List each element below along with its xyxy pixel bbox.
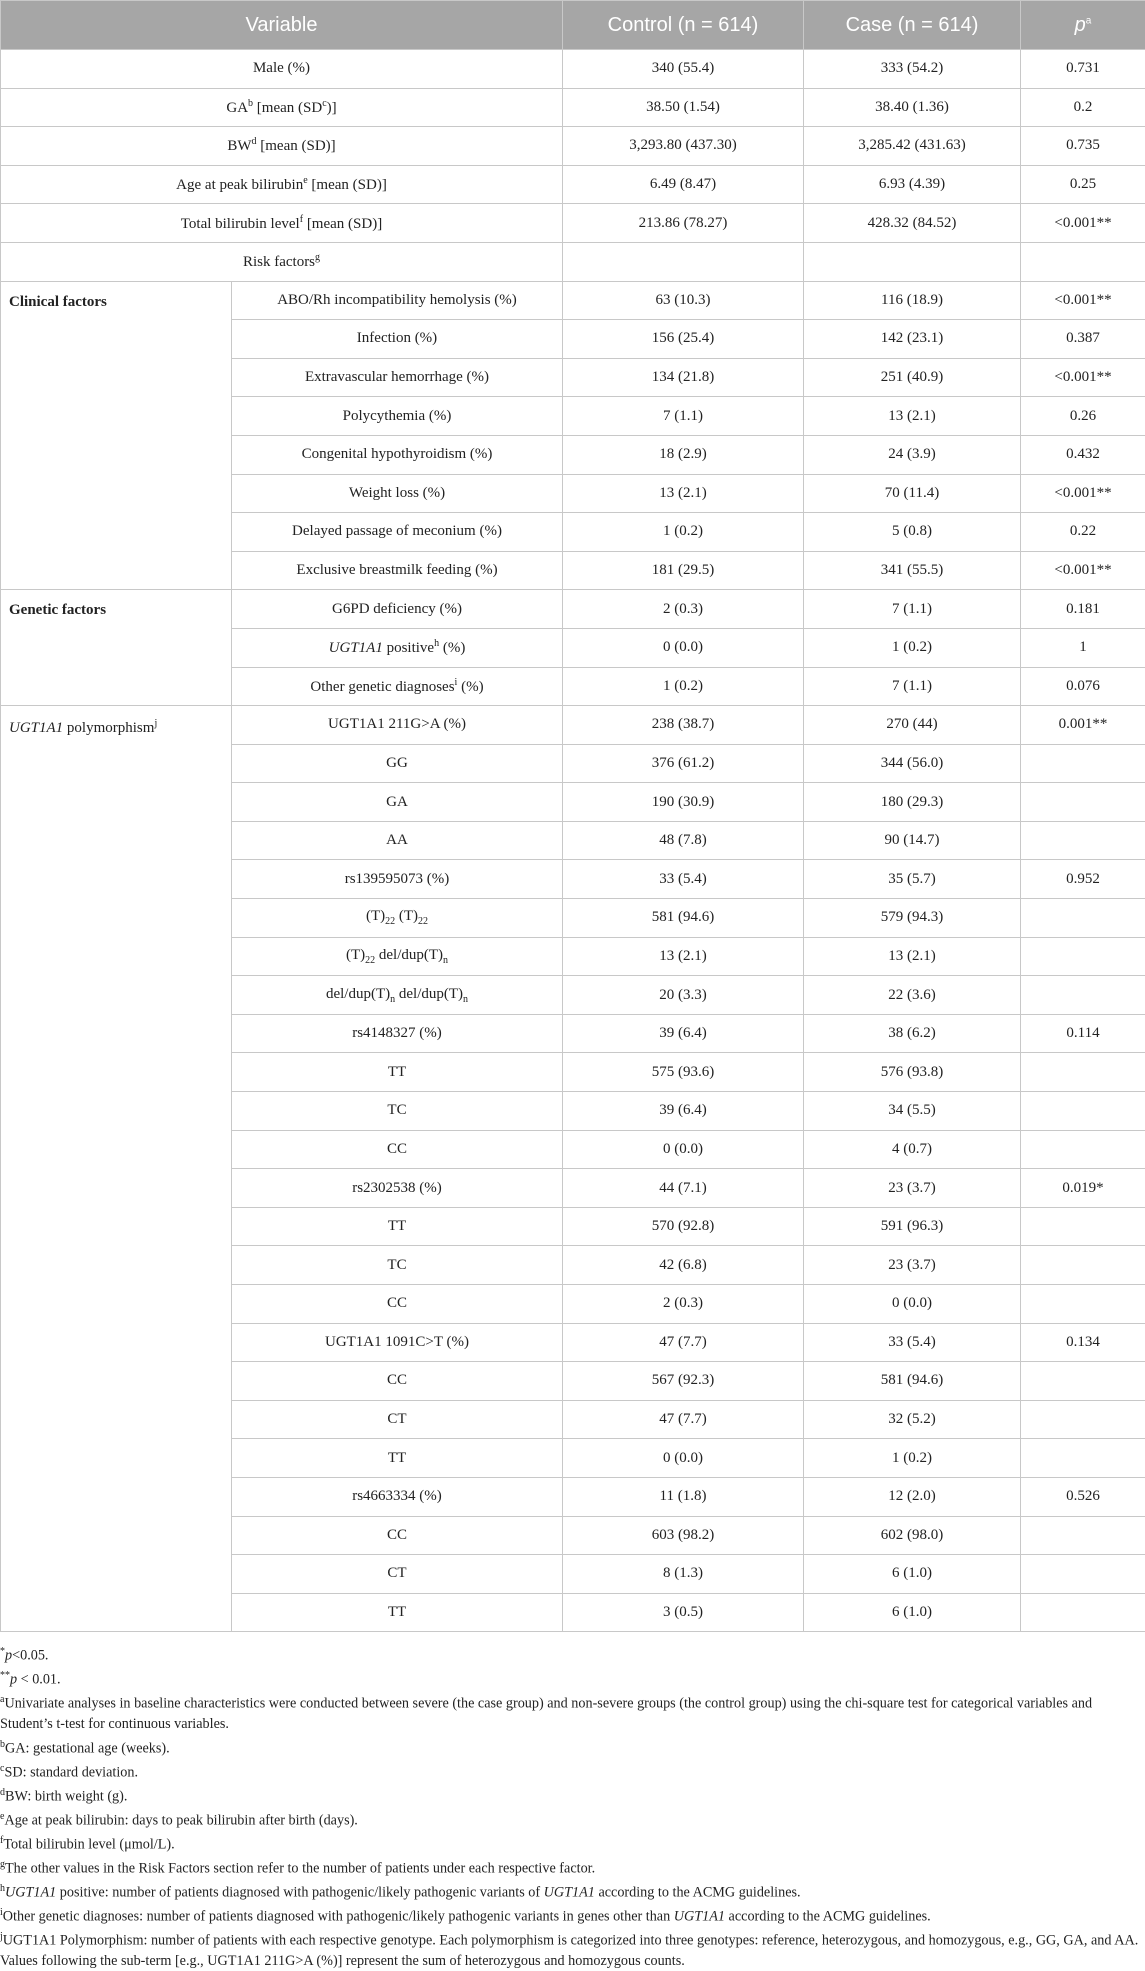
case-value: 251 (40.9) [804,358,1021,397]
row-label: Male (%) [1,50,563,89]
case-value: 22 (3.6) [804,976,1021,1015]
p-value [1021,1516,1145,1555]
p-value [1021,821,1145,860]
case-value: 7 (1.1) [804,667,1021,706]
row-label: Polycythemia (%) [232,397,563,436]
row-label: Exclusive breastmilk feeding (%) [232,551,563,590]
p-value [1021,242,1145,281]
control-value: 44 (7.1) [563,1169,804,1208]
case-value: 1 (0.2) [804,628,1021,667]
p-value: 0.432 [1021,435,1145,474]
case-value: 4 (0.7) [804,1130,1021,1169]
case-value: 142 (23.1) [804,320,1021,359]
case-value: 602 (98.0) [804,1516,1021,1555]
header-p-value: $p^a$ [1021,1,1145,50]
control-value: 581 (94.6) [563,899,804,938]
p-value: <0.001** [1021,281,1145,320]
case-value: 1 (0.2) [804,1439,1021,1478]
control-value: 3,293.80 (437.30) [563,127,804,166]
control-value: 134 (21.8) [563,358,804,397]
p-value: 0.731 [1021,50,1145,89]
control-value: 181 (29.5) [563,551,804,590]
footnote: $^j$UGT1A1 Polymorphism: number of patients with each respective genotype. Each polymorphism is categorized into three genotypes: reference, heterozygous, and homozygous, e.g., GG, GA, and AA. Values following the sub-term [e.g., UGT1A1 211G>A (%)] represent the sum of heterozygous and homozygous counts. [0,1927,1145,1971]
p-value: 0.526 [1021,1477,1145,1516]
p-value: 0.114 [1021,1014,1145,1053]
row-label: UGT1A1 positive$^h$ (%) [232,628,563,667]
control-value: 42 (6.8) [563,1246,804,1285]
case-value [804,242,1021,281]
table-header-row [1,1,1145,50]
row-label: TC [232,1092,563,1131]
case-value: 428.32 (84.52) [804,204,1021,243]
case-value: 34 (5.5) [804,1092,1021,1131]
control-value: 190 (30.9) [563,783,804,822]
row-label: $BW^d$ [mean (SD)] [1,127,563,166]
p-value [1021,1400,1145,1439]
control-value: 13 (2.1) [563,937,804,976]
row-label: rs4663334 (%) [232,1477,563,1516]
p-value: <0.001** [1021,474,1145,513]
p-value: 0.952 [1021,860,1145,899]
row-label: rs4148327 (%) [232,1014,563,1053]
row-label: TT [232,1439,563,1478]
p-value [1021,1555,1145,1594]
control-value: 6.49 (8.47) [563,165,804,204]
case-value: 13 (2.1) [804,397,1021,436]
p-value: 0.001** [1021,706,1145,745]
row-label: CC [232,1516,563,1555]
footnote: *p<0.05. [0,1642,1145,1666]
row-label: TT [232,1593,563,1632]
row-label: Infection (%) [232,320,563,359]
case-value: 35 (5.7) [804,860,1021,899]
table-footnotes [0,1632,1145,1971]
control-value: 156 (25.4) [563,320,804,359]
row-label: rs2302538 (%) [232,1169,563,1208]
group-label: Clinical factors [1,281,232,590]
control-value: 238 (38.7) [563,706,804,745]
control-value [563,242,804,281]
row-label: GG [232,744,563,783]
case-value: 576 (93.8) [804,1053,1021,1092]
p-value [1021,1285,1145,1324]
control-value: 13 (2.1) [563,474,804,513]
p-value: <0.001** [1021,204,1145,243]
row-label: Risk factors$^g$ [1,242,563,281]
case-value: 70 (11.4) [804,474,1021,513]
row-label: UGT1A1 211G>A (%) [232,706,563,745]
row-label: CT [232,1400,563,1439]
group-label: Genetic factors [1,590,232,706]
case-value: 5 (0.8) [804,513,1021,552]
control-value: 1 (0.2) [563,667,804,706]
row-label: TT [232,1207,563,1246]
case-value: 23 (3.7) [804,1169,1021,1208]
footnote: $^d$BW: birth weight (g). [0,1783,1145,1807]
control-value: 0 (0.0) [563,1439,804,1478]
control-value: 48 (7.8) [563,821,804,860]
control-value: 11 (1.8) [563,1477,804,1516]
p-value: 0.2 [1021,88,1145,127]
row-label: $(T)_{22}$ del/$dup(T)_n$ [232,937,563,976]
p-value [1021,976,1145,1015]
control-value: 376 (61.2) [563,744,804,783]
p-value: 0.735 [1021,127,1145,166]
case-value: 0 (0.0) [804,1285,1021,1324]
control-value: 18 (2.9) [563,435,804,474]
footnote: **p < 0.01. [0,1666,1145,1690]
case-value: 333 (54.2) [804,50,1021,89]
case-value: 6.93 (4.39) [804,165,1021,204]
case-value: 24 (3.9) [804,435,1021,474]
control-value: 213.86 (78.27) [563,204,804,243]
control-value: 2 (0.3) [563,590,804,629]
row-label: Congenital hypothyroidism (%) [232,435,563,474]
control-value: 3 (0.5) [563,1593,804,1632]
case-value: 38 (6.2) [804,1014,1021,1053]
row-label: Total bilirubin level$^f$ [mean (SD)] [1,204,563,243]
p-value [1021,1130,1145,1169]
p-value: 0.181 [1021,590,1145,629]
table-row [1,590,1145,629]
p-value [1021,1207,1145,1246]
control-value: 47 (7.7) [563,1400,804,1439]
p-value: <0.001** [1021,358,1145,397]
table-row [1,242,1145,281]
case-value: 33 (5.4) [804,1323,1021,1362]
control-value: 38.50 (1.54) [563,88,804,127]
control-value: 63 (10.3) [563,281,804,320]
row-label: Delayed passage of meconium (%) [232,513,563,552]
table-row [1,706,1145,745]
control-value: 1 (0.2) [563,513,804,552]
control-value: 0 (0.0) [563,628,804,667]
row-label: CC [232,1130,563,1169]
header-variable: Variable [1,1,563,50]
p-value: 0.019* [1021,1169,1145,1208]
row-label: CC [232,1362,563,1401]
footnote: $^i$Other genetic diagnoses: number of patients diagnosed with pathogenic/likely pathogenic variants in genes other than UGT1A1 according to the ACMG guidelines. [0,1903,1145,1927]
table-row [1,50,1145,89]
p-value: 0.387 [1021,320,1145,359]
footnote: $^g$The other values in the Risk Factors section refer to the number of patients under each respective factor. [0,1855,1145,1879]
p-value [1021,1439,1145,1478]
case-value: 180 (29.3) [804,783,1021,822]
control-value: 33 (5.4) [563,860,804,899]
case-value: 344 (56.0) [804,744,1021,783]
row-label: $GA^b$ [mean $(SD^c)$] [1,88,563,127]
row-label: CT [232,1555,563,1594]
control-value: 2 (0.3) [563,1285,804,1324]
p-value: 1 [1021,628,1145,667]
control-value: 0 (0.0) [563,1130,804,1169]
case-value: 591 (96.3) [804,1207,1021,1246]
footnote: $^e$Age at peak bilirubin: days to peak bilirubin after birth (days). [0,1807,1145,1831]
case-value: 12 (2.0) [804,1477,1021,1516]
row-label: $(T)_{22}$ $(T)_{22}$ [232,899,563,938]
table-row [1,204,1145,243]
footnote: $^h$UGT1A1 positive: number of patients diagnosed with pathogenic/likely pathogenic variants of UGT1A1 according to the ACMG guidelines. [0,1879,1145,1903]
row-label: TC [232,1246,563,1285]
p-value [1021,783,1145,822]
p-value [1021,937,1145,976]
row-label: AA [232,821,563,860]
footnote: $^c$SD: standard deviation. [0,1759,1145,1783]
control-value: 8 (1.3) [563,1555,804,1594]
p-value: 0.26 [1021,397,1145,436]
p-value [1021,1092,1145,1131]
control-value: 20 (3.3) [563,976,804,1015]
control-value: 570 (92.8) [563,1207,804,1246]
case-value: 6 (1.0) [804,1593,1021,1632]
case-value: 6 (1.0) [804,1555,1021,1594]
case-value: 270 (44) [804,706,1021,745]
table-row [1,165,1145,204]
row-label: Age at peak bilirubin$^e$ [mean (SD)] [1,165,563,204]
control-value: 39 (6.4) [563,1014,804,1053]
control-value: 567 (92.3) [563,1362,804,1401]
p-value: 0.134 [1021,1323,1145,1362]
control-value: 39 (6.4) [563,1092,804,1131]
p-value: 0.22 [1021,513,1145,552]
control-value: 7 (1.1) [563,397,804,436]
p-value: 0.25 [1021,165,1145,204]
p-value [1021,1246,1145,1285]
row-label: Other genetic diagnoses$^i$ (%) [232,667,563,706]
p-value [1021,1362,1145,1401]
control-value: 47 (7.7) [563,1323,804,1362]
table-row [1,127,1145,166]
case-value: 3,285.42 (431.63) [804,127,1021,166]
case-value: 32 (5.2) [804,1400,1021,1439]
case-value: 90 (14.7) [804,821,1021,860]
p-value [1021,744,1145,783]
case-value: 581 (94.6) [804,1362,1021,1401]
row-label: Extravascular hemorrhage (%) [232,358,563,397]
row-label: GA [232,783,563,822]
row-label: Weight loss (%) [232,474,563,513]
row-label: G6PD deficiency (%) [232,590,563,629]
footnote: $^b$GA: gestational age (weeks). [0,1735,1145,1759]
control-value: 603 (98.2) [563,1516,804,1555]
p-value [1021,1593,1145,1632]
p-value: <0.001** [1021,551,1145,590]
table-row [1,88,1145,127]
control-value: 340 (55.4) [563,50,804,89]
table-row [1,281,1145,320]
table-body [1,50,1145,1632]
row-label: del/$dup(T)_n$ del/$dup(T)_n$ [232,976,563,1015]
case-value: 38.40 (1.36) [804,88,1021,127]
group-label: UGT1A1 polymorphism$^j$ [1,706,232,1632]
control-value: 575 (93.6) [563,1053,804,1092]
row-label: CC [232,1285,563,1324]
case-value: 341 (55.5) [804,551,1021,590]
header-control: Control (n = 614) [563,1,804,50]
header-case: Case (n = 614) [804,1,1021,50]
case-value: 7 (1.1) [804,590,1021,629]
p-value [1021,1053,1145,1092]
row-label: TT [232,1053,563,1092]
case-value: 116 (18.9) [804,281,1021,320]
row-label: rs139595073 (%) [232,860,563,899]
footnote: $^f$Total bilirubin level (μmol/L). [0,1831,1145,1855]
case-value: 23 (3.7) [804,1246,1021,1285]
row-label: ABO/Rh incompatibility hemolysis (%) [232,281,563,320]
case-value: 579 (94.3) [804,899,1021,938]
p-value: 0.076 [1021,667,1145,706]
case-value: 13 (2.1) [804,937,1021,976]
footnote: $^a$Univariate analyses in baseline characteristics were conducted between severe (the case group) and non-severe groups (the control group) using the chi-square test for categorical variables and Student’s t-test for continuous variables. [0,1690,1145,1734]
row-label: UGT1A1 1091C>T (%) [232,1323,563,1362]
p-value [1021,899,1145,938]
